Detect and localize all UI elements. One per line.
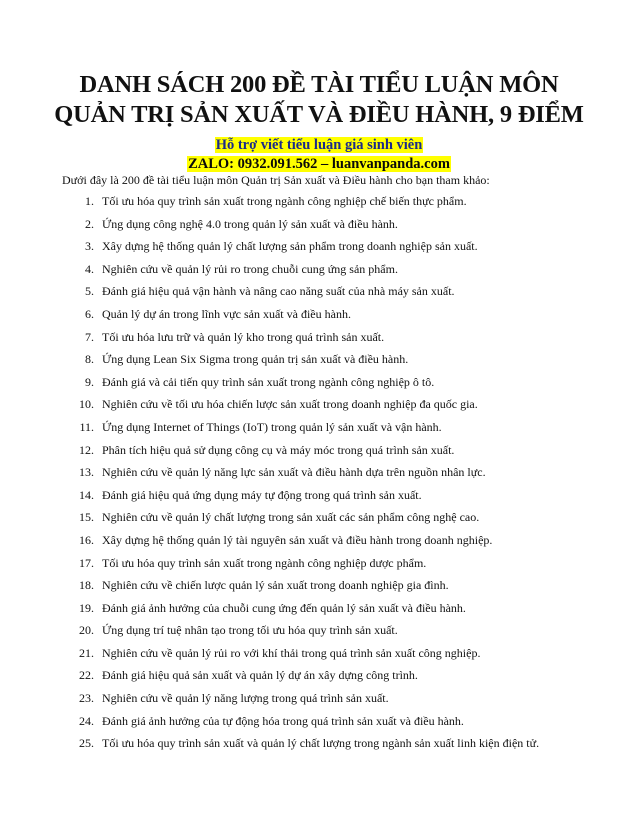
- list-item-text: Phân tích hiệu quả sử dụng công cụ và máy móc trong quá trình sản xuất.: [102, 442, 455, 457]
- list-item-number: 12.: [79, 442, 94, 457]
- list-item-number: 24.: [79, 713, 94, 728]
- topic-list: [62, 194, 622, 759]
- list-item-text: Tối ưu hóa quy trình sản xuất và quản lý chất lượng trong ngành sản xuất linh kiện điện tử.: [102, 736, 540, 751]
- list-item-text: Đánh giá và cải tiến quy trình sản xuất trong ngành công nghiệp ô tô.: [102, 374, 435, 389]
- list-item-number: 15.: [79, 510, 94, 525]
- list-item-text: Đánh giá ảnh hưởng của tự động hóa trong quá trình sản xuất và điều hành.: [102, 713, 464, 728]
- list-item-text: Ứng dụng Internet of Things (IoT) trong quản lý sản xuất và vận hành.: [102, 419, 442, 434]
- list-item-text: Đánh giá hiệu quả sản xuất và quản lý dự án xây dựng công trình.: [102, 668, 418, 683]
- list-item: [62, 217, 622, 240]
- list-item: [62, 443, 622, 466]
- list-item-number: 3.: [85, 239, 94, 254]
- list-item-text: Đánh giá hiệu quả ứng dụng máy tự động trong quá trình sản xuất.: [102, 487, 422, 502]
- list-item-text: Đánh giá ảnh hưởng của chuỗi cung ứng đến quản lý sản xuất và điều hành.: [102, 600, 466, 615]
- page-title: [0, 70, 638, 130]
- list-item: [62, 691, 622, 714]
- list-item: [62, 284, 622, 307]
- list-item-text: Tối ưu hóa lưu trữ và quản lý kho trong quá trình sản xuất.: [102, 329, 385, 344]
- list-item-text: Nghiên cứu về quản lý năng lực sản xuất và điều hành dựa trên nguồn nhân lực.: [102, 465, 486, 480]
- list-item-number: 10.: [79, 397, 94, 412]
- list-item-number: 4.: [85, 261, 94, 276]
- list-item-number: 11.: [79, 419, 94, 434]
- list-item-number: 2.: [85, 216, 94, 231]
- list-item: [62, 330, 622, 353]
- list-item-number: 22.: [79, 668, 94, 683]
- list-item: [62, 397, 622, 420]
- support-banner: [0, 136, 638, 174]
- list-item-text: Nghiên cứu về quản lý chất lượng trong sản xuất các sản phẩm công nghệ cao.: [102, 510, 480, 525]
- list-item: [62, 646, 622, 669]
- title-line-1: DANH SÁCH 200 ĐỀ TÀI TIỂU LUẬN MÔN: [79, 71, 559, 98]
- list-item: [62, 578, 622, 601]
- list-item-text: Ứng dụng trí tuệ nhân tạo trong tối ưu hóa quy trình sản xuất.: [102, 623, 398, 638]
- list-item-number: 23.: [79, 691, 94, 706]
- list-item: [62, 488, 622, 511]
- intro-paragraph: Dưới đây là 200 đề tài tiểu luận môn Quản trị Sản xuất và Điều hành cho bạn tham khảo:: [62, 173, 490, 187]
- list-item: [62, 420, 622, 443]
- list-item-number: 17.: [79, 555, 94, 570]
- list-item-text: Nghiên cứu về tối ưu hóa chiến lược sản xuất trong doanh nghiệp đa quốc gia.: [102, 397, 478, 412]
- list-item-number: 7.: [85, 329, 94, 344]
- list-item: [62, 533, 622, 556]
- list-item: [62, 714, 622, 737]
- list-item: [62, 239, 622, 262]
- list-item-text: Đánh giá hiệu quả vận hành và nâng cao năng suất của nhà máy sản xuất.: [102, 284, 455, 299]
- list-item-text: Nghiên cứu về chiến lược quản lý sản xuất trong doanh nghiệp gia đình.: [102, 578, 449, 593]
- list-item-text: Xây dựng hệ thống quản lý chất lượng sản phẩm trong doanh nghiệp sản xuất.: [102, 239, 478, 254]
- list-item-text: Tối ưu hóa quy trình sản xuất trong ngành công nghiệp dược phẩm.: [102, 555, 427, 570]
- list-item-text: Quản lý dự án trong lĩnh vực sản xuất và điều hành.: [102, 306, 351, 321]
- list-item-number: 6.: [85, 306, 94, 321]
- list-item-text: Nghiên cứu về quản lý rủi ro với khí thải trong quá trình sản xuất công nghiệp.: [102, 645, 481, 660]
- list-item: [62, 623, 622, 646]
- list-item-text: Ứng dụng Lean Six Sigma trong quản trị sản xuất và điều hành.: [102, 352, 409, 367]
- list-item-text: Tối ưu hóa quy trình sản xuất trong ngành công nghiệp chế biến thực phẩm.: [102, 194, 467, 208]
- list-item-text: Nghiên cứu về quản lý năng lượng trong quá trình sản xuất.: [102, 691, 389, 706]
- list-item: [62, 601, 622, 624]
- list-item-number: 8.: [85, 352, 94, 367]
- support-contact-line: ZALO: 0932.091.562 – luanvanpanda.com: [188, 156, 450, 172]
- list-item-number: 20.: [79, 623, 94, 638]
- list-item-text: Xây dựng hệ thống quản lý tài nguyên sản xuất và điều hành trong doanh nghiệp.: [102, 532, 493, 547]
- list-item-number: 5.: [85, 284, 94, 299]
- list-item-number: 25.: [79, 736, 94, 751]
- list-item: [62, 465, 622, 488]
- list-item-number: 19.: [79, 600, 94, 615]
- list-item-number: 18.: [79, 578, 94, 593]
- list-item: [62, 556, 622, 579]
- title-line-2: QUẢN TRỊ SẢN XUẤT VÀ ĐIỀU HÀNH, 9 ĐIỂM: [54, 101, 584, 128]
- list-item: [62, 736, 622, 759]
- list-item-text: Ứng dụng công nghệ 4.0 trong quản lý sản xuất và điều hành.: [102, 216, 398, 231]
- list-item: [62, 375, 622, 398]
- list-item: [62, 668, 622, 691]
- list-item-number: 9.: [85, 374, 94, 389]
- list-item: [62, 262, 622, 285]
- list-item-number: 13.: [79, 465, 94, 480]
- list-item: [62, 307, 622, 330]
- list-item: [62, 352, 622, 375]
- list-item-number: 16.: [79, 532, 94, 547]
- list-item-number: 1.: [85, 194, 94, 208]
- list-item: [62, 194, 622, 217]
- list-item-number: 21.: [79, 645, 94, 660]
- list-item: [62, 510, 622, 533]
- list-item-number: 14.: [79, 487, 94, 502]
- support-line-1: Hỗ trợ viết tiểu luận giá sinh viên: [215, 137, 423, 153]
- list-item-text: Nghiên cứu về quản lý rủi ro trong chuỗi cung ứng sản phẩm.: [102, 261, 398, 276]
